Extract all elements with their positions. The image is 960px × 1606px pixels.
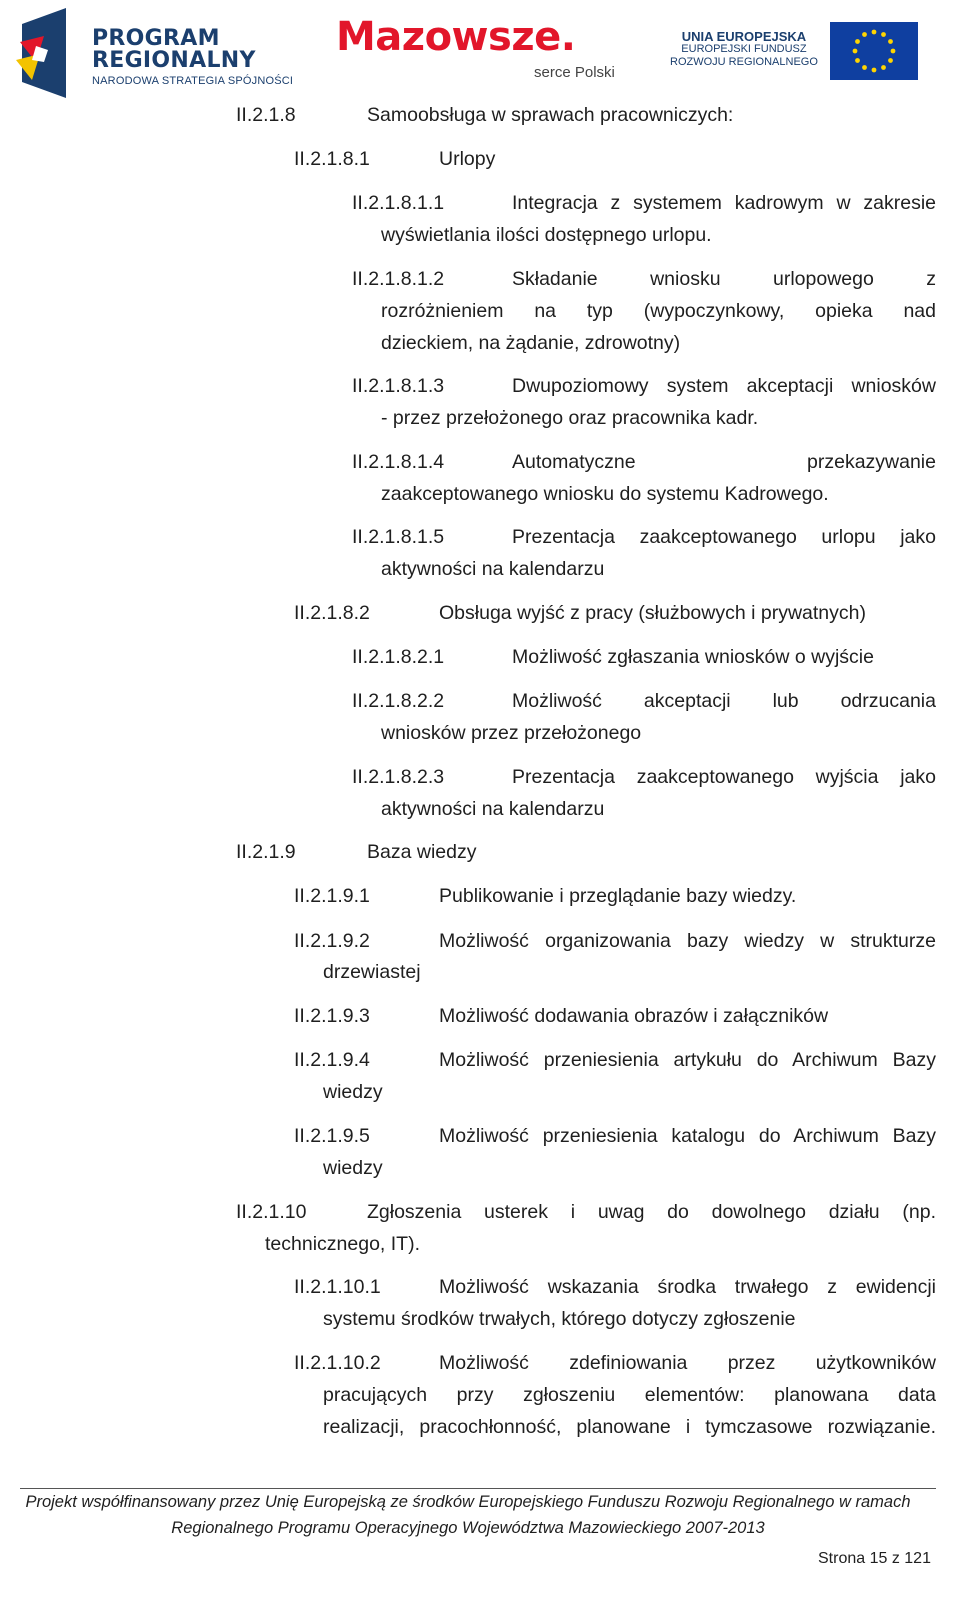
footer-divider — [20, 1488, 936, 1489]
eu-star-icon — [881, 65, 886, 70]
section-text: Możliwość przeniesienia artykułu do Archiwum Bazy — [439, 1049, 936, 1071]
section-text: Możliwość organizowania bazy wiedzy w strukturze — [439, 930, 936, 952]
section-text: Możliwość akceptacji lub odrzucania — [512, 690, 936, 712]
section-text-continued: technicznego, IT). — [265, 1233, 420, 1255]
section-text: Automatyczne przekazywanie — [512, 451, 936, 473]
section-number: II.2.1.10.2 — [294, 1352, 381, 1374]
eu-star-icon — [872, 30, 877, 35]
section-number: II.2.1.8.1.5 — [352, 526, 445, 548]
section-text-continued: rozróżnieniem na typ (wypoczynkowy, opieka nad — [381, 300, 936, 322]
eu-star-icon — [888, 58, 893, 63]
eu-star-icon — [862, 65, 867, 70]
eu-star-icon — [888, 39, 893, 44]
section-number: II.2.1.8.2.2 — [352, 690, 445, 712]
section-number: II.2.1.9.4 — [294, 1049, 370, 1071]
section-text-continued: zaakceptowanego wniosku do systemu Kadrowego. — [381, 483, 829, 505]
section-number: II.2.1.9.2 — [294, 930, 370, 952]
section-text-continued: pracujących przy zgłoszeniu elementów: planowana data — [323, 1384, 936, 1406]
section-text-continued: aktywności na kalendarzu — [381, 798, 605, 820]
section-title: Samoobsługa w sprawach pracowniczych: — [367, 104, 734, 126]
section-text: Prezentacja zaakceptowanego urlopu jako — [512, 526, 936, 548]
section-text-continued: drzewiastej — [323, 961, 421, 983]
section-text: Możliwość zgłaszania wniosków o wyjście — [512, 646, 874, 668]
section-number: II.2.1.9.3 — [294, 1005, 370, 1027]
section-title: Urlopy — [439, 148, 496, 170]
section-text: Integracja z systemem kadrowym w zakresie — [512, 192, 936, 214]
section-text-continued: wiedzy — [323, 1081, 383, 1103]
section-text: Składanie wniosku urlopowego z — [512, 268, 936, 290]
eu-star-icon — [853, 49, 858, 54]
section-text: Możliwość zdefiniowania przez użytkowników — [439, 1352, 936, 1374]
section-number: II.2.1.8.2.3 — [352, 766, 445, 788]
eu-flag-icon — [830, 22, 918, 80]
section-text: Zgłoszenia usterek i uwag do dowolnego działu (np. — [367, 1201, 936, 1223]
section-text-continued: realizacji, pracochłonność, planowane i tymczasowe rozwiązanie. — [323, 1416, 936, 1438]
section-number: II.2.1.8.1.1 — [352, 192, 445, 214]
section-text: Prezentacja zaakceptowanego wyjścia jako — [512, 766, 936, 788]
section-text-continued: wiedzy — [323, 1157, 383, 1179]
eu-star-icon — [881, 32, 886, 37]
section-number: II.2.1.8.2 — [294, 602, 370, 624]
eu-logo-text: UNIA EUROPEJSKA EUROPEJSKI FUNDUSZ ROZWOJU REGIONALNEGO — [670, 29, 818, 68]
page-number: Strona 15 z 121 — [818, 1550, 931, 1567]
eu-star-icon — [872, 68, 877, 73]
section-text-continued: dzieckiem, na żądanie, zdrowotny) — [381, 332, 681, 354]
footer-line-2: Regionalnego Programu Operacyjnego Województwa Mazowieckiego 2007-2013 — [171, 1519, 765, 1537]
section-text-continued: - przez przełożonego oraz pracownika kadr. — [381, 407, 759, 429]
program-regionalny-logo-icon — [14, 6, 74, 98]
section-number: II.2.1.9.5 — [294, 1125, 370, 1147]
section-number: II.2.1.8.1.2 — [352, 268, 445, 290]
section-text-continued: aktywności na kalendarzu — [381, 558, 605, 580]
section-number: II.2.1.8 — [236, 104, 296, 126]
section-text: Możliwość przeniesienia katalogu do Archiwum Bazy — [439, 1125, 936, 1147]
section-text: Możliwość wskazania środka trwałego z ewidencji — [439, 1276, 936, 1298]
section-number: II.2.1.8.1.3 — [352, 375, 445, 397]
section-number: II.2.1.8.1.4 — [352, 451, 445, 473]
section-number: II.2.1.8.1 — [294, 148, 370, 170]
mazowsze-tagline: serce Polski — [534, 64, 615, 81]
section-number: II.2.1.9.1 — [294, 885, 370, 907]
section-text-continued: wyświetlania ilości dostępnego urlopu. — [381, 224, 712, 246]
eu-star-icon — [855, 58, 860, 63]
section-number: II.2.1.9 — [236, 841, 296, 863]
eu-star-icon — [891, 49, 896, 54]
section-number: II.2.1.10 — [236, 1201, 307, 1223]
program-regionalny-logo: PROGRAM REGIONALNY NARODOWA STRATEGIA SPÓJNOŚCI — [92, 26, 294, 87]
section-text: Publikowanie i przeglądanie bazy wiedzy. — [439, 885, 797, 907]
mazowsze-logo: Mazowsze. — [336, 14, 576, 60]
section-text: Dwupoziomowy system akceptacji wniosków — [512, 375, 936, 397]
section-text-continued: wniosków przez przełożonego — [381, 722, 642, 744]
section-number: II.2.1.10.1 — [294, 1276, 381, 1298]
section-text-continued: systemu środków trwałych, którego dotyczy zgłoszenie — [323, 1308, 796, 1330]
header-logos — [0, 0, 960, 100]
section-text: Możliwość dodawania obrazów i załączników — [439, 1005, 829, 1027]
footer-line-1: Projekt współfinansowany przez Unię Europejską ze środków Europejskiego Funduszu Rozwoju Regionalnego w ramach — [25, 1493, 911, 1511]
section-number: II.2.1.8.2.1 — [352, 646, 445, 668]
eu-star-icon — [855, 39, 860, 44]
section-title: Obsługa wyjść z pracy (służbowych i prywatnych) — [439, 602, 866, 624]
section-title: Baza wiedzy — [367, 841, 477, 863]
eu-star-icon — [862, 32, 867, 37]
